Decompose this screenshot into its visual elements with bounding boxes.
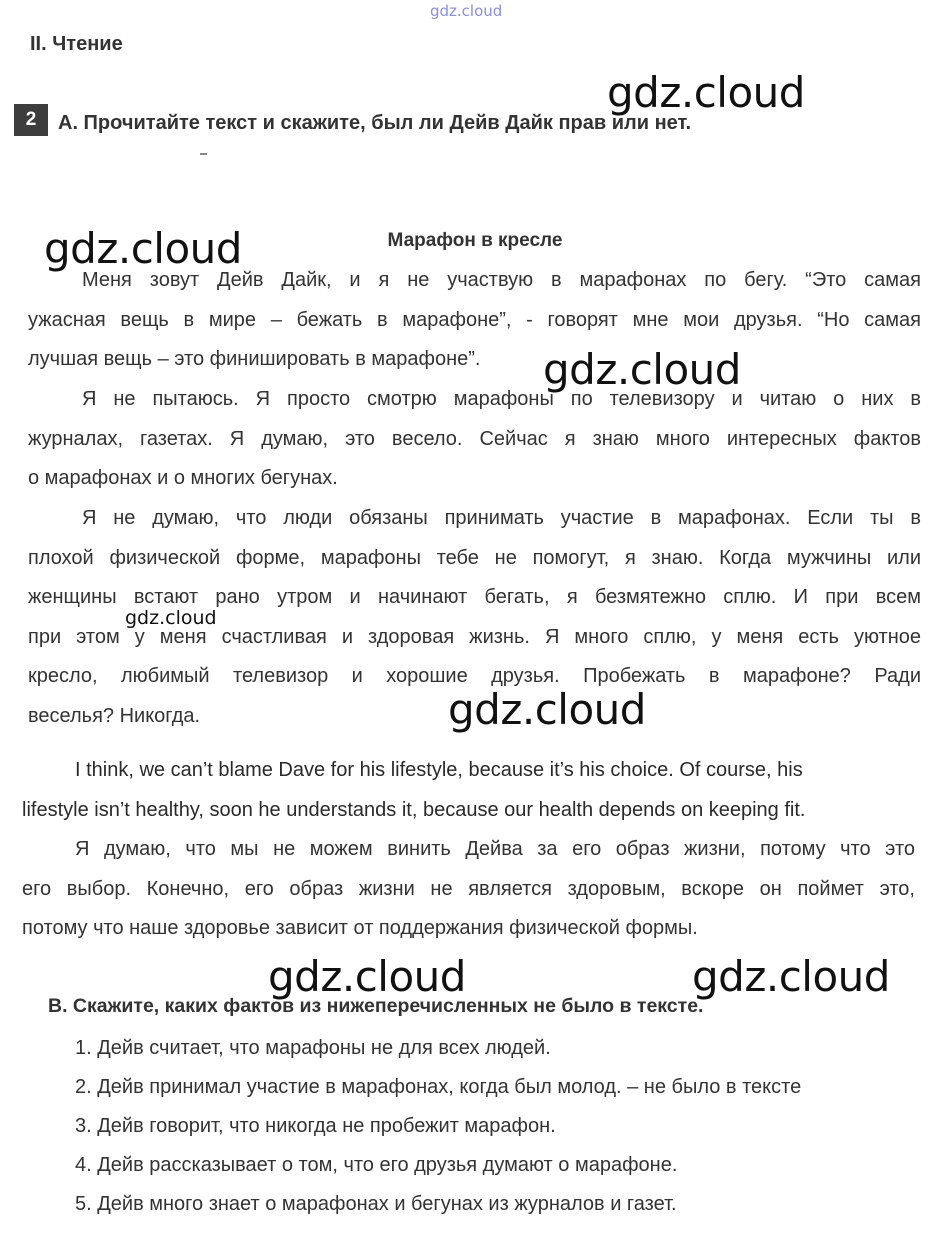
- paragraph-line: о марафонах и о многих бегунах.: [28, 467, 338, 489]
- paragraph-1: [28, 261, 921, 380]
- list-item: 3. Дейв говорит, что никогда не пробежит марафон.: [75, 1115, 556, 1137]
- list-item: 2. Дейв принимал участие в марафонах, когда был молод. – не было в тексте: [75, 1076, 802, 1098]
- watermark: gdz.cloud: [607, 68, 805, 117]
- paragraph-line: женщины встают рано утром и начинают бегать, я безмятежно сплю. И при всем: [28, 586, 921, 608]
- task-number-badge: 2: [14, 104, 48, 136]
- paragraph-line: Меня зовут Дейв Дайк, и я не участвую в марафонах по бегу. “Это самая: [82, 269, 921, 291]
- list-item: 1. Дейв считает, что марафоны не для всех людей.: [75, 1037, 551, 1059]
- watermark: gdz.cloud: [125, 607, 217, 629]
- paragraph-line: Я не пытаюсь. Я просто смотрю марафоны по телевизору и читаю о них в: [82, 388, 921, 410]
- answer-line: I think, we can’t blame Dave for his lifestyle, because it’s his choice. Of course, his: [75, 759, 803, 781]
- paragraph-line: кресло, любимый телевизор и хорошие друзья. Пробежать в марафоне? Ради: [28, 665, 921, 687]
- paragraph-2: [28, 380, 921, 499]
- paragraph-line: лучшая вещь – это финишировать в марафоне”.: [28, 348, 481, 370]
- paragraph-line: при этом у меня счастливая и здоровая жизнь. Я много сплю, у меня есть уютное: [28, 625, 921, 648]
- answer-line: Я думаю, что мы не можем винить Дейва за его образ жизни, потому что это: [75, 838, 915, 860]
- task-b-instruction: B. Скажите, каких фактов из нижеперечисленных не было в тексте.: [48, 995, 704, 1017]
- watermark: gdz.cloud: [44, 224, 242, 273]
- watermark: gdz.cloud: [543, 345, 741, 394]
- answer-line: его выбор. Конечно, его образ жизни не является здоровым, вскоре он поймет это,: [22, 877, 915, 900]
- paragraph-line: веселья? Никогда.: [28, 704, 201, 727]
- list-item: 4. Дейв рассказывает о том, что его друзья думают о марафоне.: [75, 1154, 678, 1176]
- answer-line: lifestyle isn’t healthy, soon he understands it, because our health depends on keeping fit.: [22, 798, 806, 821]
- paragraph-line: плохой физической форме, марафоны тебе не помогут, я знаю. Когда мужчины или: [28, 546, 921, 569]
- paragraph-line: Я не думаю, что люди обязаны принимать участие в марафонах. Если ты в: [82, 507, 921, 529]
- task-a-instruction: A. Прочитайте текст и скажите, был ли Дейв Дайк прав или нет.: [58, 112, 692, 134]
- paragraph-line: ужасная вещь в мире – бежать в марафоне”, - говорят мне мои друзья. “Но самая: [28, 308, 921, 331]
- answer-line: потому что наше здоровье зависит от поддержания физической формы.: [22, 917, 698, 939]
- paragraph-line: журналах, газетах. Я думаю, это весело. Сейчас я знаю много интересных фактов: [28, 427, 921, 450]
- facts-list: [75, 1029, 801, 1224]
- watermark: gdz.cloud: [268, 952, 466, 1001]
- section-title: II. Чтение: [30, 33, 123, 55]
- watermark: gdz.cloud: [448, 685, 646, 734]
- stray-mark: [200, 153, 207, 155]
- answer-english: [22, 751, 915, 830]
- list-item: 5. Дейв много знает о марафонах и бегунах из журналов и газет.: [75, 1193, 677, 1215]
- watermark-top: gdz.cloud: [430, 2, 503, 20]
- answer-russian: [22, 830, 915, 949]
- text-title: Марафон в кресле: [387, 230, 563, 251]
- watermark: gdz.cloud: [692, 952, 890, 1001]
